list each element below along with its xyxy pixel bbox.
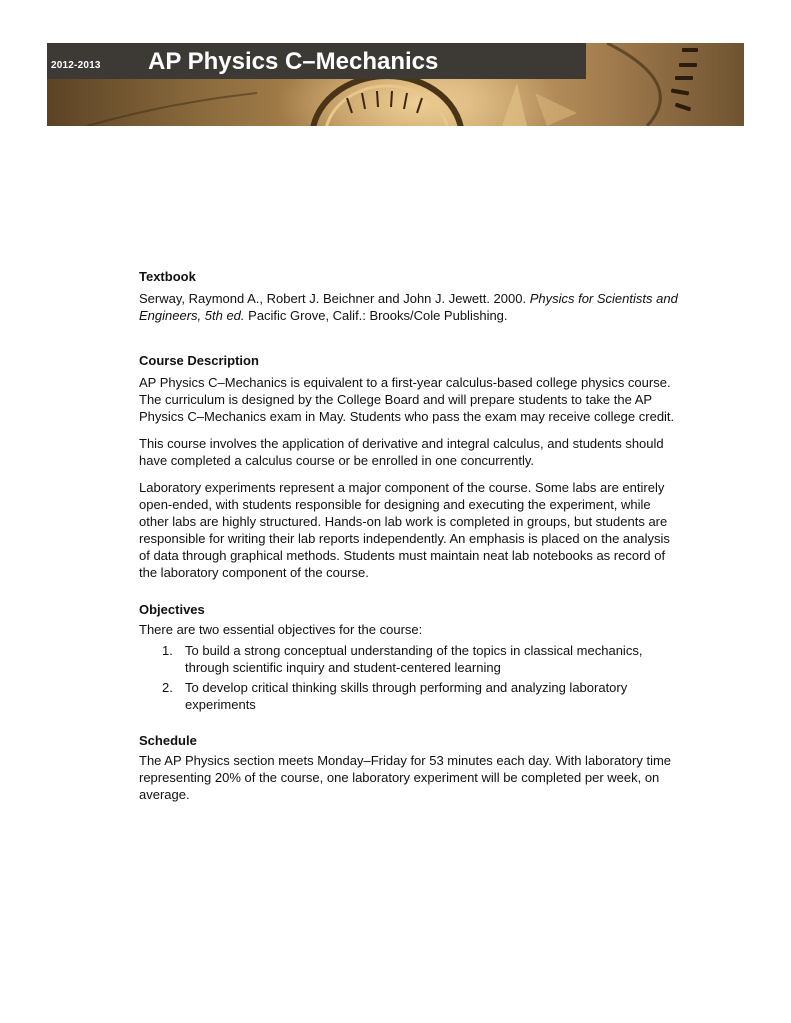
course-description-section xyxy=(139,352,679,581)
description-paragraph: AP Physics C–Mechanics is equivalent to a first-year calculus-based college physics course. The curriculum is designed by the College Board and will prepare students to take the AP Physics C–Mechanics exam in May. Students who pass the exam may receive college credit. xyxy=(139,375,675,424)
textbook-section xyxy=(139,268,679,324)
list-number: 1. xyxy=(162,643,173,658)
course-description-heading: Course Description xyxy=(139,353,259,368)
header-banner xyxy=(47,43,744,126)
textbook-citation xyxy=(139,290,679,324)
citation-title: Physics for Scientists and Engineers, 5th ed. xyxy=(139,291,678,323)
list-item xyxy=(139,679,679,713)
schedule-text: The AP Physics section meets Monday–Friday for 53 minutes each day. With laboratory time representing 20% of the course, one laboratory experiment will be completed per week, on average. xyxy=(139,753,672,802)
list-text: To develop critical thinking skills through performing and analyzing laboratory experiments xyxy=(185,680,628,712)
description-paragraph: Laboratory experiments represent a major component of the course. Some labs are entirely open-ended, with students responsible for designing and executing the experiment, while other labs are highly structured. Hands-on lab work is completed in groups, but students are responsible for writing their lab reports independently. An emphasis is placed on the analysis of data through graphical methods. Students must maintain neat lab notebooks as record of the laboratory component of the course. xyxy=(139,480,670,580)
schedule-section xyxy=(139,732,679,803)
objectives-heading: Objectives xyxy=(139,602,205,617)
textbook-heading: Textbook xyxy=(139,269,196,284)
citation-tail: Pacific Grove, Calif.: Brooks/Cole Publishing. xyxy=(244,308,508,323)
list-text: To build a strong conceptual understanding of the topics in classical mechanics, through scientific inquiry and student-centered learning xyxy=(185,643,643,675)
objectives-intro: There are two essential objectives for the course: xyxy=(139,622,423,637)
school-year: 2012-2013 xyxy=(51,60,101,71)
course-title: AP Physics C–Mechanics xyxy=(148,48,439,75)
schedule-heading: Schedule xyxy=(139,733,197,748)
description-paragraph: This course involves the application of derivative and integral calculus, and students should have completed a calculus course or be enrolled in one concurrently. xyxy=(139,436,664,468)
list-item xyxy=(139,642,679,676)
objectives-section xyxy=(139,601,679,713)
title-bar xyxy=(47,43,586,79)
objectives-list xyxy=(139,642,679,713)
citation-lead: Serway, Raymond A., Robert J. Beichner and John J. Jewett. 2000. xyxy=(139,291,530,306)
syllabus-content xyxy=(139,268,679,803)
list-number: 2. xyxy=(162,680,173,695)
